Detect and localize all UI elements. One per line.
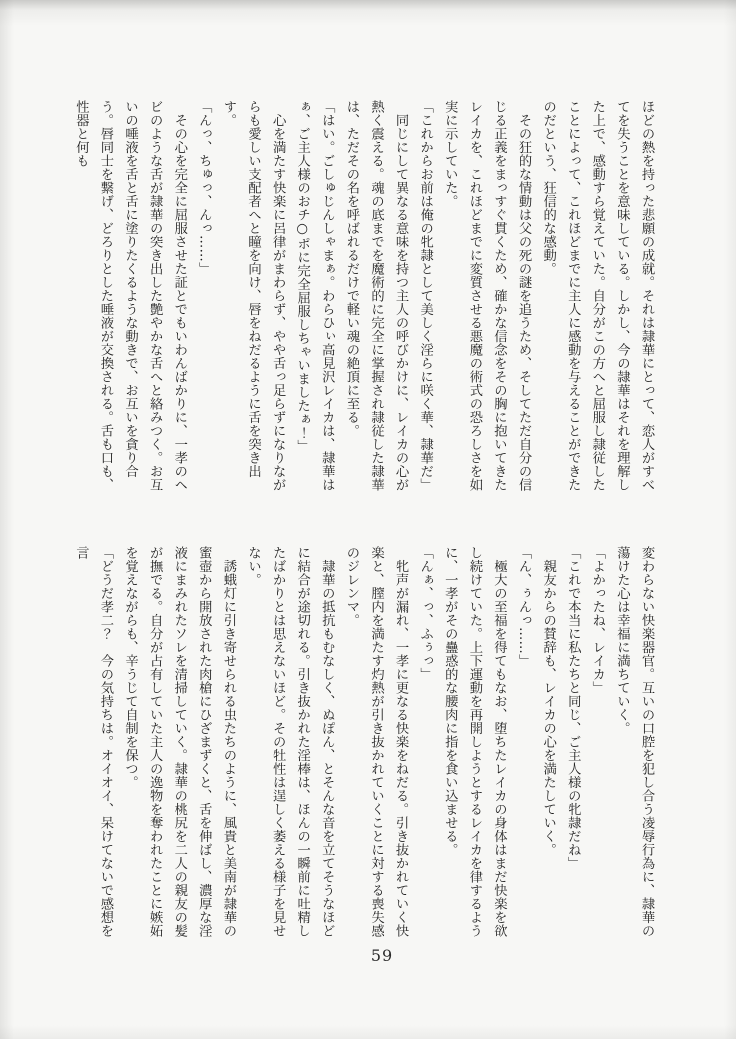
paragraph: 同じにして異なる意味を持つ主人の呼びかけに、レイカの心が熱く震える。魂の底までを魔術的に完全に掌握され隷従した隷華は、ただその名を呼ばれるだけで軽い魂の絶頂に至る。: [343, 100, 409, 492]
paragraph: 親友からの賛辞も、レイカの心を満たしていく。: [540, 546, 556, 857]
paragraph: 変わらない快楽器官。互いの口腔を犯し合う凌辱行為に、隷華の蕩けた心は幸福に満ちていく。: [614, 546, 654, 938]
paragraph: 牝声が漏れ、一孝に更なる快楽をねだる。引き抜かれていく快楽と、膣内を満たす灼熱が引き抜かれていくことに対する喪失感のジレンマ。: [343, 546, 409, 938]
paragraph: 心を満たす快楽に呂律がまわらず、やや舌っ足らずになりながらも愛しい支配者へと瞳を向け、唇をねだるように舌を突き出す。: [220, 100, 286, 492]
paragraph-dialogue: 「これからお前は俺の牝隷として美しく淫らに咲く華、隷華だ」: [417, 100, 433, 492]
paragraph: その狂的な情動は父の死の謎を追うため、そしてただ自分の信じる正義をまっすぐ貫くため、確かな信念をその胸に抱いてきたレイカを、これほどまでに変質させる悪魔の術式の恐ろしさを如実に示していた。: [442, 100, 532, 492]
paragraph: 隷華の抵抗もむなしく、ぬぽん、とそんな音を立てそうなほどに結合が途切れる。引き抜かれた淫棒は、ほんの一瞬前に吐精したばかりとは思えないほど。その牡性は逞しく萎える様子を見せない。: [245, 546, 335, 938]
paragraph: 極大の至福を得てもなお、堕ちたレイカの身体はまだ快楽を欲し続けていた。上下運動を再開しようとするレイカを律するように、一孝がその蠱惑的な腰肉に指を食い込ませる。: [442, 546, 507, 938]
paragraph-dialogue: 「はい。ごしゅじんしゃまぁ。わらひぃ高見沢レイカは、隷華はぁ、ご主人様のおチ○ポに完全屈服しちゃいましたぁ！」: [294, 100, 335, 492]
paragraph: 誘蛾灯に引き寄せられる虫たちのように、風貴と美南が隷華の蜜壺から開放された肉槍にひざまずくと、舌を伸ばし、濃厚な淫液にまみれたソレを清掃していく。隷華の桃尻を二人の親友の髪が撫でる。自分が占有していた主人の逸物を奪われたことに嫉妬を覚えながらも、辛うじて自制を保つ。: [122, 546, 236, 938]
paragraph-dialogue: 「どうだ孝二？ 今の気持ちは。オイオイ、呆けてないで感想を言: [73, 546, 113, 938]
paragraph-dialogue: 「これで本当に私たちと同じ、ご主人様の牝隷だね」: [565, 546, 581, 870]
paragraph-dialogue: 「ん、ぅんっ……」: [516, 546, 532, 668]
page-number: 59: [370, 946, 394, 965]
paragraph-dialogue: 「んっ、ちゅっ、んっ……」: [196, 100, 212, 276]
paragraph-dialogue: 「んぁ、っ、ふぅっ」: [417, 546, 433, 681]
text-block-bottom: [68, 546, 658, 947]
text-block-top: [68, 100, 658, 501]
paragraph-dialogue: 「よかったね、レイカ」: [589, 546, 605, 695]
paragraph: その心を完全に屈服させた証とでもいわんばかりに、一孝のヘビのような舌が隷華の突き出した艶やかな舌へと絡みつく。お互いの唾液を舌と舌に塗りたくるような動きで、お互いを貪り合う。唇同士を繋げ、どろりとした唾液が交換される。舌も口も、性器と何も: [73, 100, 187, 492]
paragraph: ほどの熱を持った悲願の成就。それは隷華にとって、恋人がすべてを失うことを意味している。しかし、今の隷華はそれを理解した上で、感動すら覚えていた。自分がこの方へと屈服し隷従したことによって、これほどまでに主人に感動を与えることができたのだという、狂信的な感動。: [540, 100, 654, 492]
